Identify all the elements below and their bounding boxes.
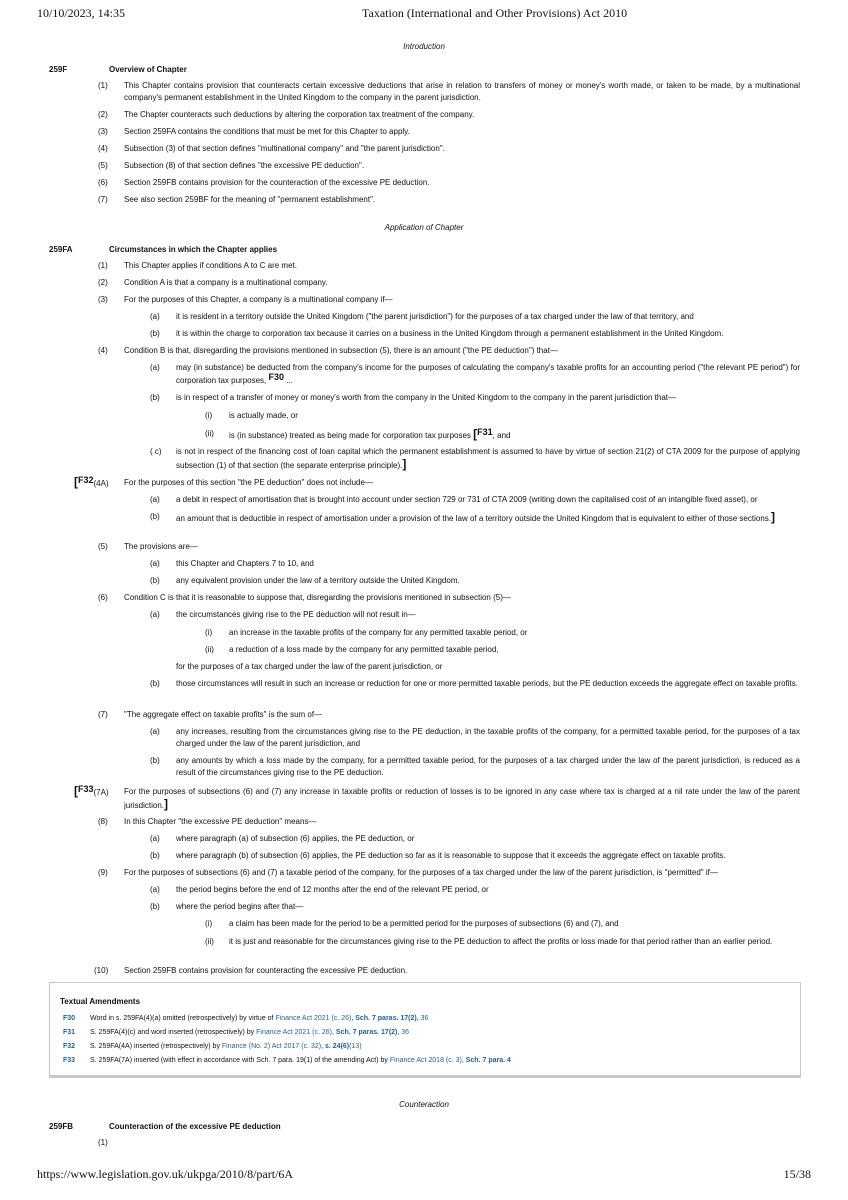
para-number: (b) bbox=[150, 512, 160, 521]
para-number: ( c) bbox=[150, 447, 162, 456]
heading-application: Application of Chapter bbox=[384, 223, 464, 232]
para-text: a debit in respect of amortisation that is brought into account under section 729 or 731 of CTA 2009 (writing down the capitalised cost of an intangible fixed asset), or bbox=[176, 495, 758, 504]
textual-amendments-box bbox=[49, 982, 801, 1076]
para-number: (10) bbox=[94, 966, 109, 975]
separator: , bbox=[332, 1029, 336, 1036]
amendment-bracket-close: ] bbox=[402, 457, 407, 471]
para-number: (a) bbox=[150, 363, 160, 372]
para-text: For the purposes of this Chapter, a company is a multinational company if— bbox=[124, 295, 393, 304]
para-number: (3) bbox=[98, 295, 108, 304]
para-text-tail: , and bbox=[492, 431, 511, 440]
section-number: 259FA bbox=[49, 245, 73, 254]
para-text: For the purposes of this section "the PE deduction" does not include— bbox=[124, 478, 373, 487]
para-number: (4) bbox=[98, 346, 108, 355]
amendment-id[interactable]: F31 bbox=[63, 1029, 76, 1036]
heading-introduction: Introduction bbox=[403, 42, 445, 51]
para-text: a reduction of a loss made by the company for any permitted taxable period, bbox=[229, 645, 499, 654]
para-number: (a) bbox=[150, 312, 160, 321]
section-number: 259F bbox=[49, 65, 68, 74]
amendment-desc: S. 259FA(4A) inserted (retrospectively) by bbox=[90, 1043, 222, 1050]
para-text: Condition A is that a company is a multinational company. bbox=[124, 278, 328, 287]
para-number: (a) bbox=[150, 834, 160, 843]
para-number: (a) bbox=[150, 559, 160, 568]
para-text: The Chapter counteracts such deductions by altering the corporation tax treatment of the company. bbox=[124, 110, 475, 119]
para-text: For the purposes of subsections (6) and (7) a taxable period of the company, for the purposes of a tax charged under the law of the parent jurisdiction, is "permitted" if— bbox=[124, 868, 718, 877]
amendment-text bbox=[90, 1028, 409, 1038]
para-number: (5) bbox=[98, 161, 108, 170]
provision-link[interactable]: Sch. 7 paras. 17(2) bbox=[355, 1015, 417, 1022]
print-datetime: 10/10/2023, 14:35 bbox=[37, 6, 126, 20]
commencement-link[interactable]: 36 bbox=[401, 1029, 410, 1036]
para-text: Section 259FB contains provision for the counteraction of the excessive PE deduction. bbox=[124, 178, 430, 187]
para-number: (a) bbox=[150, 727, 160, 736]
para-text: it is just and reasonable for the circumstances giving rise to the PE deduction to affect the profits or loss made for that period rather than an earlier period. bbox=[229, 937, 773, 946]
para-number bbox=[74, 785, 109, 799]
para-number-label: (7A) bbox=[93, 788, 109, 797]
para-number: (b) bbox=[150, 393, 160, 402]
para-number: (b) bbox=[150, 756, 160, 765]
page-footer bbox=[0, 1167, 848, 1183]
para-number: (3) bbox=[98, 127, 108, 136]
para-number: (5) bbox=[98, 542, 108, 551]
para-number: (a) bbox=[150, 610, 160, 619]
act-link[interactable]: Finance (No. 2) Act 2017 (c. 32) bbox=[221, 1043, 322, 1050]
para-number: (i) bbox=[205, 628, 213, 637]
para-text: the period begins before the end of 12 months after the end of the relevant PE period, or bbox=[176, 885, 489, 894]
para-text: a claim has been made for the period to be a permitted period for the purposes of subsections (6) and (7), and bbox=[229, 919, 619, 928]
section-title: Overview of Chapter bbox=[109, 65, 187, 74]
footnote-ref-f31[interactable]: F31 bbox=[477, 427, 493, 437]
amendment-bracket-close: ] bbox=[771, 510, 776, 524]
provision-link[interactable]: s. 24(6) bbox=[325, 1043, 350, 1050]
para-text bbox=[176, 446, 800, 472]
amendment-id[interactable]: F33 bbox=[63, 1057, 76, 1064]
para-text: The provisions are— bbox=[124, 542, 198, 551]
para-text: Section 259FB contains provision for counteracting the excessive PE deduction. bbox=[124, 966, 408, 975]
para-text-body: is not in respect of the financing cost of loan capital which the permanent establishment is assumed to have by virtue of section 21(2) of CTA 2009 for the purpose of applying subsection (1) of that section (the separate enterprise principle). bbox=[176, 447, 800, 470]
provision-link[interactable]: Sch. 7 paras. 17(2) bbox=[335, 1029, 398, 1036]
para-number: (a) bbox=[150, 885, 160, 894]
para-text: "The aggregate effect on taxable profits" is the sum of— bbox=[124, 710, 323, 719]
para-text bbox=[124, 786, 800, 812]
para-text-body: may (in substance) be deducted from the company's income for the purposes of calculating the company's taxable profits for an accounting period ("the relevant PE period") for corporation tax purposes, bbox=[176, 363, 800, 385]
para-text-body: is (in substance) treated as being made for corporation tax purposes bbox=[229, 431, 471, 440]
section-number: 259FB bbox=[49, 1122, 74, 1131]
para-number: (b) bbox=[150, 902, 160, 911]
heading-counteraction: Counteraction bbox=[399, 1100, 449, 1109]
para-number: (1) bbox=[98, 81, 108, 90]
para-text: Subsection (8) of that section defines "the excessive PE deduction". bbox=[124, 161, 365, 170]
para-text: Condition B is that, disregarding the provisions mentioned in subsection (5), there is an amount ("the PE deduction") that— bbox=[124, 346, 558, 355]
para-text: where the period begins after that— bbox=[176, 902, 304, 911]
document-title: Taxation (International and Other Provisions) Act 2010 bbox=[362, 6, 628, 20]
para-number: (i) bbox=[205, 411, 213, 420]
para-number: (7) bbox=[98, 195, 108, 204]
para-number: (2) bbox=[98, 110, 108, 119]
para-number: (ii) bbox=[205, 937, 214, 946]
amendment-id[interactable]: F30 bbox=[63, 1015, 76, 1022]
para-text: This Chapter contains provision that counteracts certain excessive deductions that arise in relation to transfers of money or money's worth made, or taken to be made, by a multinational company's permanent establishment in the United Kingdom to the company in the parent jurisdiction. bbox=[124, 81, 800, 102]
commencement-link[interactable]: 36 bbox=[420, 1015, 429, 1022]
para-text: is actually made, or bbox=[229, 411, 298, 420]
para-text bbox=[176, 511, 800, 525]
para-text: it is resident in a territory outside the United Kingdom ("the parent jurisdiction") for the purposes of a tax charged under the law of that territory, and bbox=[176, 312, 694, 321]
para-text: for the purposes of a tax charged under the law of the parent jurisdiction, or bbox=[176, 662, 443, 671]
amendment-text bbox=[90, 1014, 428, 1024]
para-number: (b) bbox=[150, 851, 160, 860]
para-text-body: an amount that is deductible in respect of amortisation under a provision of the law of a territory outside the United Kingdom that is equivalent to either of those sections. bbox=[176, 514, 772, 523]
para-number: (1) bbox=[98, 261, 108, 270]
para-number: (ii) bbox=[205, 645, 214, 654]
amendment-bracket-open: [ bbox=[74, 475, 78, 489]
commencement-link[interactable]: (13) bbox=[349, 1043, 362, 1050]
amendment-desc: S. 259FA(7A) inserted (with effect in accordance with Sch. 7 para. 19(1) of the amending Act) by bbox=[90, 1057, 390, 1064]
para-number: (i) bbox=[205, 919, 213, 928]
provision-link[interactable]: Sch. 7 para. 4 bbox=[465, 1057, 511, 1064]
amendment-text bbox=[90, 1042, 362, 1052]
para-text: In this Chapter "the excessive PE deduction" means— bbox=[124, 817, 317, 826]
para-text: Section 259FA contains the conditions that must be met for this Chapter to apply. bbox=[124, 127, 410, 136]
amendment-text bbox=[90, 1056, 511, 1066]
separator: , bbox=[351, 1015, 356, 1022]
footnote-ref-f30[interactable]: F30 bbox=[268, 372, 285, 382]
para-text: where paragraph (a) of subsection (6) applies, the PE deduction, or bbox=[176, 834, 415, 843]
amendment-desc: S. 259FA(4)(c) and word inserted (retrospectively) by bbox=[90, 1029, 257, 1036]
para-text: Subsection (3) of that section defines "multinational company" and "the parent jurisdiction". bbox=[124, 144, 445, 153]
para-number-label: (4A) bbox=[93, 479, 109, 488]
separator: , bbox=[321, 1043, 325, 1050]
para-number: (1) bbox=[98, 1138, 108, 1147]
para-number: (8) bbox=[98, 817, 108, 826]
para-text: it is within the charge to corporation tax because it carries on a business in the United Kingdom through a permanent establishment in the United Kingdom. bbox=[176, 329, 724, 338]
para-text: the circumstances giving rise to the PE deduction will not result in— bbox=[176, 610, 416, 619]
para-number: (ii) bbox=[205, 429, 214, 438]
page-number: 15/38 bbox=[783, 1167, 811, 1181]
para-text: See also section 259BF for the meaning of "permanent establishment". bbox=[124, 195, 376, 204]
footnote-ref-f33[interactable]: F33 bbox=[78, 784, 94, 794]
source-url[interactable]: https://www.legislation.gov.uk/ukpga/2010/8/part/6A bbox=[37, 1167, 294, 1181]
para-text: is in respect of a transfer of money or money's worth from the company in the United Kingdom to the company in the parent jurisdiction that— bbox=[176, 393, 676, 402]
para-text bbox=[229, 428, 800, 442]
amendment-bracket-close: ] bbox=[164, 797, 169, 811]
para-text: those circumstances will result in such an increase or reduction for one or more permitted taxable periods, but the PE deduction exceeds the aggregate effect on taxable profits. bbox=[176, 679, 798, 688]
separator: , bbox=[397, 1029, 402, 1036]
para-text bbox=[176, 362, 800, 387]
para-number: (a) bbox=[150, 495, 160, 504]
para-number bbox=[74, 476, 109, 490]
para-number: (9) bbox=[98, 868, 108, 877]
amendment-bracket-open: [ bbox=[74, 784, 78, 798]
para-number: (b) bbox=[150, 329, 160, 338]
para-text: any equivalent provision under the law of a territory outside the United Kingdom. bbox=[176, 576, 460, 585]
para-number: (7) bbox=[98, 710, 108, 719]
separator: , bbox=[416, 1015, 421, 1022]
act-link[interactable]: Finance Act 2018 (c. 3) bbox=[389, 1057, 462, 1064]
para-number: (6) bbox=[98, 593, 108, 602]
para-text: where paragraph (b) of subsection (6) applies, the PE deduction so far as it is reasonable to suppose that it exceeds the aggregate effect on taxable profits. bbox=[176, 851, 726, 860]
para-text: Condition C is that it is reasonable to suppose that, disregarding the provisions mentioned in subsection (5)— bbox=[124, 593, 511, 602]
section-title: Counteraction of the excessive PE deduction bbox=[109, 1122, 281, 1131]
amendment-bracket-open: [ bbox=[473, 427, 478, 441]
act-link[interactable]: Finance Act 2021 (c. 26) bbox=[256, 1029, 333, 1036]
section-title: Circumstances in which the Chapter applies bbox=[109, 245, 278, 254]
para-number: (b) bbox=[150, 576, 160, 585]
para-number: (6) bbox=[98, 178, 108, 187]
separator: , bbox=[461, 1057, 466, 1064]
amendment-desc: Word in s. 259FA(4)(a) omitted (retrospectively) by virtue of bbox=[90, 1015, 276, 1022]
para-text: this Chapter and Chapters 7 to 10, and bbox=[176, 559, 314, 568]
para-text: This Chapter applies if conditions A to C are met. bbox=[124, 261, 297, 270]
para-text: any increases, resulting from the circumstances giving rise to the PE deduction, in the taxable profits of the company, for a permitted taxable period, for the purposes of a tax charged under the law of the parent jurisdiction, and bbox=[176, 727, 800, 748]
para-text: an increase in the taxable profits of the company for any permitted taxable period, or bbox=[229, 628, 528, 637]
para-number: (4) bbox=[98, 144, 108, 153]
act-link[interactable]: Finance Act 2021 (c. 26) bbox=[275, 1015, 352, 1022]
para-number: (2) bbox=[98, 278, 108, 287]
footnote-ref-f32[interactable]: F32 bbox=[78, 475, 94, 485]
amendment-id[interactable]: F32 bbox=[63, 1043, 76, 1050]
para-text: any amounts by which a loss made by the company, for a permitted taxable period, for the purposes of a tax charged under the law of the parent jurisdiction, is reduced as a result of the circumstances giving rise to the PE deduction. bbox=[176, 756, 800, 777]
para-number: (b) bbox=[150, 679, 160, 688]
amendments-title: Textual Amendments bbox=[60, 997, 141, 1006]
para-text-body: For the purposes of subsections (6) and (7) any increase in taxable profits or reduction of losses is to be ignored in any case where tax is charged at a nil rate under the law of the parent jurisdiction. bbox=[124, 787, 800, 810]
omitted-ellipsis: ... bbox=[284, 376, 293, 385]
